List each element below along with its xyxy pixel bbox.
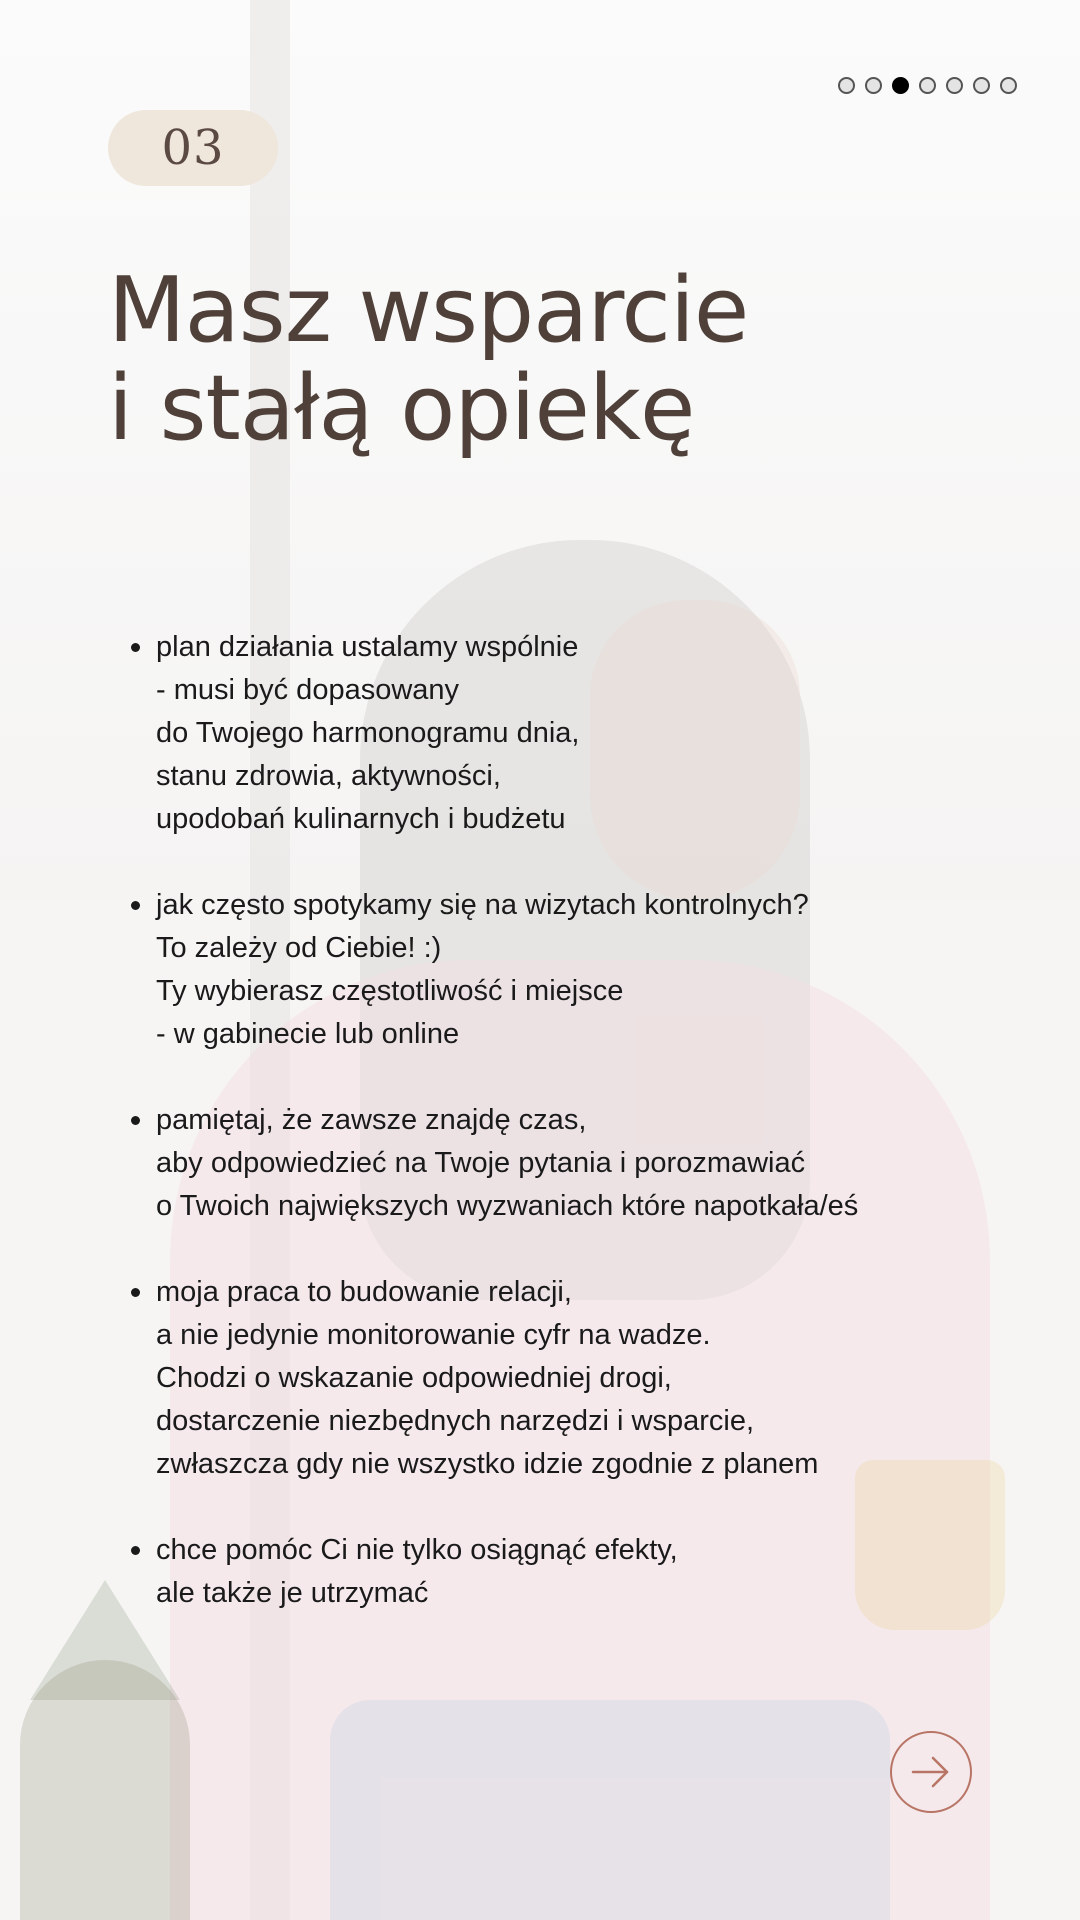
list-item-line: a nie jedynie monitorowanie cyfr na wadze. xyxy=(156,1319,711,1351)
pagination-dot[interactable] xyxy=(865,77,882,94)
pagination-dot[interactable] xyxy=(946,77,963,94)
list-item-line: - musi być dopasowany xyxy=(156,674,460,706)
list-item-line: aby odpowiedzieć na Twoje pytania i porozmawiać xyxy=(156,1147,806,1179)
arrow-right-icon xyxy=(909,1750,953,1794)
title-line-1: Masz wsparcie xyxy=(108,258,749,363)
list-item xyxy=(156,626,1080,841)
list-item-line: jak często spotykamy się na wizytach kontrolnych? xyxy=(156,889,809,921)
next-slide-button[interactable] xyxy=(890,1731,972,1813)
page-title xyxy=(108,258,749,461)
list-item-line: do Twojego harmonogramu dnia, xyxy=(156,717,580,749)
list-item-line: moja praca to budowanie relacji, xyxy=(156,1276,572,1308)
pagination-dot[interactable] xyxy=(1000,77,1017,94)
list-item-line: plan działania ustalamy wspólnie xyxy=(156,631,579,663)
list-item-line: zwłaszcza gdy nie wszystko idzie zgodnie z planem xyxy=(156,1448,819,1480)
list-item xyxy=(156,1271,1080,1486)
title-line-2: i stałą opiekę xyxy=(108,356,695,461)
list-item-line: dostarczenie niezbędnych narzędzi i wsparcie, xyxy=(156,1405,755,1437)
benefits-list xyxy=(110,626,1080,1658)
pagination-dots xyxy=(838,77,1017,94)
list-item xyxy=(156,884,1080,1056)
list-item-line: chce pomóc Ci nie tylko osiągnąć efekty, xyxy=(156,1534,678,1566)
pagination-dot[interactable] xyxy=(838,77,855,94)
list-item-line: Chodzi o wskazanie odpowiedniej drogi, xyxy=(156,1362,672,1394)
list-item xyxy=(156,1099,1080,1228)
pagination-dot[interactable] xyxy=(973,77,990,94)
list-item-line: - w gabinecie lub online xyxy=(156,1018,460,1050)
pagination-dot-active[interactable] xyxy=(892,77,909,94)
slide-number-badge: 03 xyxy=(108,110,278,186)
list-item-line: upodobań kulinarnych i budżetu xyxy=(156,803,566,835)
list-item-line: o Twoich największych wyzwaniach które napotkała/eś xyxy=(156,1190,859,1222)
list-item-line: stanu zdrowia, aktywności, xyxy=(156,760,501,792)
pagination-dot[interactable] xyxy=(919,77,936,94)
list-item-line: Ty wybierasz częstotliwość i miejsce xyxy=(156,975,624,1007)
list-item xyxy=(156,1529,1080,1615)
list-item-line: ale także je utrzymać xyxy=(156,1577,429,1609)
list-item-line: pamiętaj, że zawsze znajdę czas, xyxy=(156,1104,587,1136)
list-item-line: To zależy od Ciebie! :) xyxy=(156,932,442,964)
